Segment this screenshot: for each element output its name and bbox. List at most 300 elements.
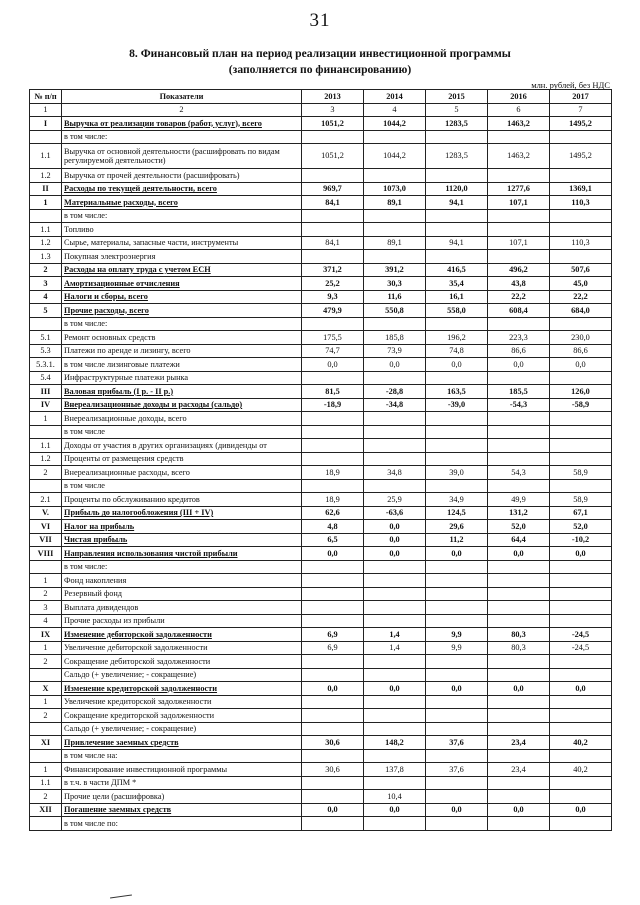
row-label: в том числе по:: [62, 817, 302, 831]
column-number: 7: [550, 103, 612, 117]
row-label: в том числе: [62, 479, 302, 493]
value-cell: [426, 209, 488, 223]
table-row: [30, 763, 612, 777]
row-label: Прибыль до налогообложения (III + IV): [62, 506, 302, 520]
row-number: 1: [30, 412, 62, 426]
row-label: Сальдо (+ увеличение; - сокращение): [62, 668, 302, 682]
value-cell: [302, 722, 364, 736]
value-cell: 0,0: [364, 520, 426, 534]
row-label: Изменение дебиторской задолженности: [62, 628, 302, 642]
value-cell: [488, 425, 550, 439]
value-cell: [426, 601, 488, 615]
value-cell: 185,5: [488, 385, 550, 399]
value-cell: [302, 250, 364, 264]
value-cell: [550, 655, 612, 669]
value-cell: 479,9: [302, 304, 364, 318]
row-number: IV: [30, 398, 62, 412]
value-cell: 496,2: [488, 263, 550, 277]
row-label: Материальные расходы, всего: [62, 196, 302, 210]
value-cell: [426, 250, 488, 264]
row-label: Финансирование инвестиционной программы: [62, 763, 302, 777]
value-cell: 67,1: [550, 506, 612, 520]
row-label: Выручка от основной деятельности (расшифровать по видам регулируемой деятельности): [62, 144, 302, 169]
value-cell: 18,9: [302, 493, 364, 507]
table-row: [30, 236, 612, 250]
column-number: 4: [364, 103, 426, 117]
value-cell: 62,6: [302, 506, 364, 520]
value-cell: [550, 709, 612, 723]
value-cell: [302, 695, 364, 709]
value-cell: 969,7: [302, 182, 364, 196]
value-cell: 110,3: [550, 196, 612, 210]
row-number: 1.2: [30, 452, 62, 466]
row-number: V.: [30, 506, 62, 520]
value-cell: 9,3: [302, 290, 364, 304]
value-cell: [550, 169, 612, 183]
value-cell: 6,9: [302, 628, 364, 642]
table-row: [30, 144, 612, 169]
value-cell: 40,2: [550, 736, 612, 750]
row-label: Выручка от прочей деятельности (расшифровать): [62, 169, 302, 183]
value-cell: [550, 749, 612, 763]
value-cell: [426, 223, 488, 237]
value-cell: 1120,0: [426, 182, 488, 196]
value-cell: [302, 223, 364, 237]
table-row: [30, 817, 612, 831]
table-row: [30, 506, 612, 520]
value-cell: 110,3: [550, 236, 612, 250]
row-number: 5: [30, 304, 62, 318]
title-line-2: (заполняется по финансированию): [228, 63, 412, 76]
value-cell: [364, 655, 426, 669]
table-row: [30, 560, 612, 574]
value-cell: 1044,2: [364, 144, 426, 169]
value-cell: 131,2: [488, 506, 550, 520]
row-label: Резервный фонд: [62, 587, 302, 601]
row-number: IX: [30, 628, 62, 642]
row-number: 1.1: [30, 223, 62, 237]
value-cell: 0,0: [488, 682, 550, 696]
row-label: Сокращение кредиторской задолженности: [62, 709, 302, 723]
value-cell: [550, 317, 612, 331]
value-cell: 29,6: [426, 520, 488, 534]
value-cell: [364, 412, 426, 426]
value-cell: [302, 587, 364, 601]
value-cell: [302, 479, 364, 493]
value-cell: 89,1: [364, 196, 426, 210]
value-cell: [426, 371, 488, 385]
value-cell: 23,4: [488, 736, 550, 750]
table-row: [30, 574, 612, 588]
value-cell: -39,0: [426, 398, 488, 412]
value-cell: [550, 371, 612, 385]
value-cell: [488, 412, 550, 426]
table-row: [30, 736, 612, 750]
row-label: Фонд накопления: [62, 574, 302, 588]
table-row: [30, 655, 612, 669]
value-cell: 23,4: [488, 763, 550, 777]
value-cell: [488, 371, 550, 385]
value-cell: [488, 655, 550, 669]
table-row: [30, 722, 612, 736]
value-cell: 230,0: [550, 331, 612, 345]
value-cell: [426, 479, 488, 493]
value-cell: [550, 614, 612, 628]
value-cell: 0,0: [550, 358, 612, 372]
value-cell: [302, 790, 364, 804]
row-number: 3: [30, 601, 62, 615]
value-cell: [488, 749, 550, 763]
row-label: Проценты по обслуживанию кредитов: [62, 493, 302, 507]
value-cell: 43,8: [488, 277, 550, 291]
value-cell: [364, 317, 426, 331]
value-cell: 185,8: [364, 331, 426, 345]
row-label: Ремонт основных средств: [62, 331, 302, 345]
value-cell: [426, 130, 488, 144]
value-cell: 137,8: [364, 763, 426, 777]
value-cell: [302, 412, 364, 426]
document-title: [60, 46, 580, 78]
value-cell: 163,5: [426, 385, 488, 399]
value-cell: [302, 317, 364, 331]
value-cell: 22,2: [550, 290, 612, 304]
row-label: Прочие расходы из прибыли: [62, 614, 302, 628]
row-label: Привлечение заемных средств: [62, 736, 302, 750]
value-cell: 49,9: [488, 493, 550, 507]
value-cell: 74,8: [426, 344, 488, 358]
value-cell: 4,8: [302, 520, 364, 534]
row-label: Увеличение дебиторской задолженности: [62, 641, 302, 655]
value-cell: 0,0: [550, 547, 612, 561]
value-cell: [426, 452, 488, 466]
row-label: Платежи по аренде и лизингу, всего: [62, 344, 302, 358]
table-row: [30, 790, 612, 804]
value-cell: 1369,1: [550, 182, 612, 196]
value-cell: [364, 709, 426, 723]
row-number: 1: [30, 763, 62, 777]
value-cell: [550, 668, 612, 682]
value-cell: 39,0: [426, 466, 488, 480]
value-cell: [302, 560, 364, 574]
table-row: [30, 277, 612, 291]
value-cell: [426, 587, 488, 601]
table-row: [30, 304, 612, 318]
row-label: Внереализационные доходы, всего: [62, 412, 302, 426]
row-number: III: [30, 385, 62, 399]
value-cell: 1044,2: [364, 117, 426, 131]
value-cell: 0,0: [302, 547, 364, 561]
value-cell: 54,3: [488, 466, 550, 480]
row-label: Направления использования чистой прибыли: [62, 547, 302, 561]
value-cell: 1463,2: [488, 117, 550, 131]
row-number: [30, 668, 62, 682]
value-cell: [364, 209, 426, 223]
value-cell: 1,4: [364, 641, 426, 655]
row-number: 2: [30, 655, 62, 669]
value-cell: 0,0: [302, 803, 364, 817]
row-number: 1.2: [30, 236, 62, 250]
value-cell: [550, 130, 612, 144]
row-label: Покупная электроэнергия: [62, 250, 302, 264]
value-cell: 0,0: [488, 358, 550, 372]
value-cell: [302, 130, 364, 144]
value-cell: [550, 452, 612, 466]
value-cell: 0,0: [426, 547, 488, 561]
row-number: 2: [30, 587, 62, 601]
value-cell: [550, 250, 612, 264]
value-cell: [302, 601, 364, 615]
row-number: 2: [30, 466, 62, 480]
row-label: Амортизационные отчисления: [62, 277, 302, 291]
header-number: № п/п: [30, 90, 62, 104]
table-row: [30, 479, 612, 493]
value-cell: 35,4: [426, 277, 488, 291]
row-number: 1.1: [30, 776, 62, 790]
value-cell: 84,1: [302, 236, 364, 250]
row-number: 2: [30, 709, 62, 723]
row-number: [30, 130, 62, 144]
value-cell: [364, 749, 426, 763]
row-label: Прочие расходы, всего: [62, 304, 302, 318]
row-label: Топливо: [62, 223, 302, 237]
value-cell: 126,0: [550, 385, 612, 399]
value-cell: 550,8: [364, 304, 426, 318]
value-cell: [550, 601, 612, 615]
value-cell: 0,0: [426, 358, 488, 372]
table-row: [30, 614, 612, 628]
table-row: [30, 209, 612, 223]
value-cell: [426, 614, 488, 628]
row-number: VII: [30, 533, 62, 547]
value-cell: 0,0: [488, 803, 550, 817]
column-number: 1: [30, 103, 62, 117]
table-row: [30, 130, 612, 144]
value-cell: [302, 574, 364, 588]
value-cell: [488, 223, 550, 237]
value-cell: [488, 722, 550, 736]
table-row: [30, 749, 612, 763]
value-cell: -63,6: [364, 506, 426, 520]
table-row: [30, 641, 612, 655]
row-label: Валовая прибыль (I р. - II р.): [62, 385, 302, 399]
value-cell: [550, 722, 612, 736]
value-cell: [364, 668, 426, 682]
value-cell: [488, 250, 550, 264]
value-cell: 52,0: [550, 520, 612, 534]
value-cell: [488, 668, 550, 682]
value-cell: 10,4: [364, 790, 426, 804]
value-cell: 94,1: [426, 236, 488, 250]
column-number: 5: [426, 103, 488, 117]
value-cell: 223,3: [488, 331, 550, 345]
financial-plan-table: [29, 89, 612, 831]
row-label: в том числе:: [62, 130, 302, 144]
row-label: Внереализационные расходы, всего: [62, 466, 302, 480]
value-cell: -10,2: [550, 533, 612, 547]
value-cell: 89,1: [364, 236, 426, 250]
value-cell: [426, 695, 488, 709]
value-cell: 196,2: [426, 331, 488, 345]
value-cell: [426, 317, 488, 331]
value-cell: [302, 439, 364, 453]
value-cell: 0,0: [550, 803, 612, 817]
value-cell: 1073,0: [364, 182, 426, 196]
row-label: Налоги и сборы, всего: [62, 290, 302, 304]
value-cell: 0,0: [488, 547, 550, 561]
row-number: 1.1: [30, 439, 62, 453]
value-cell: 58,9: [550, 493, 612, 507]
value-cell: [488, 209, 550, 223]
value-cell: 507,6: [550, 263, 612, 277]
value-cell: [488, 574, 550, 588]
row-label: Налог на прибыль: [62, 520, 302, 534]
row-label: в т.ч. в части ДПМ *: [62, 776, 302, 790]
table-row: [30, 425, 612, 439]
value-cell: [364, 169, 426, 183]
value-cell: [364, 439, 426, 453]
value-cell: [364, 587, 426, 601]
value-cell: 0,0: [364, 803, 426, 817]
value-cell: 0,0: [364, 547, 426, 561]
header-year: 2014: [364, 90, 426, 104]
column-numbers-row: [30, 103, 612, 117]
table-row: [30, 344, 612, 358]
row-number: II: [30, 182, 62, 196]
value-cell: [302, 749, 364, 763]
value-cell: [302, 425, 364, 439]
value-cell: 608,4: [488, 304, 550, 318]
value-cell: -18,9: [302, 398, 364, 412]
row-number: VI: [30, 520, 62, 534]
row-number: 5.3: [30, 344, 62, 358]
table-row: [30, 412, 612, 426]
row-number: 2: [30, 263, 62, 277]
row-number: VIII: [30, 547, 62, 561]
value-cell: [302, 817, 364, 831]
row-number: 1.2: [30, 169, 62, 183]
value-cell: [364, 614, 426, 628]
value-cell: 1,4: [364, 628, 426, 642]
row-label: Внереализационные доходы и расходы (сальдо): [62, 398, 302, 412]
header-year: 2017: [550, 90, 612, 104]
header-year: 2015: [426, 90, 488, 104]
row-label: Инфраструктурные платежи рынка: [62, 371, 302, 385]
value-cell: 84,1: [302, 196, 364, 210]
value-cell: [302, 371, 364, 385]
value-cell: 73,9: [364, 344, 426, 358]
value-cell: [426, 655, 488, 669]
value-cell: [426, 560, 488, 574]
header-year: 2013: [302, 90, 364, 104]
row-label: Увеличение кредиторской задолженности: [62, 695, 302, 709]
row-number: 5.1: [30, 331, 62, 345]
value-cell: [364, 371, 426, 385]
value-cell: 1283,5: [426, 117, 488, 131]
value-cell: -24,5: [550, 628, 612, 642]
value-cell: 25,2: [302, 277, 364, 291]
row-label: в том числе: [62, 425, 302, 439]
row-label: в том числе:: [62, 560, 302, 574]
value-cell: -24,5: [550, 641, 612, 655]
value-cell: [488, 560, 550, 574]
value-cell: 0,0: [364, 358, 426, 372]
value-cell: [550, 776, 612, 790]
value-cell: [364, 223, 426, 237]
row-label: Сырье, материалы, запасные части, инструменты: [62, 236, 302, 250]
row-label: Расходы на оплату труда с учетом ЕСН: [62, 263, 302, 277]
table-row: [30, 385, 612, 399]
value-cell: [550, 209, 612, 223]
value-cell: [488, 587, 550, 601]
row-number: [30, 209, 62, 223]
value-cell: 94,1: [426, 196, 488, 210]
value-cell: 80,3: [488, 641, 550, 655]
row-number: [30, 749, 62, 763]
value-cell: -54,3: [488, 398, 550, 412]
value-cell: [488, 709, 550, 723]
value-cell: [426, 709, 488, 723]
value-cell: 16,1: [426, 290, 488, 304]
row-label: Доходы от участия в других организациях (дивиденды от: [62, 439, 302, 453]
value-cell: 1051,2: [302, 144, 364, 169]
row-label: в том числе лизинговые платежи: [62, 358, 302, 372]
value-cell: [488, 776, 550, 790]
value-cell: [364, 722, 426, 736]
value-cell: 1495,2: [550, 144, 612, 169]
column-number: 2: [62, 103, 302, 117]
row-number: 2: [30, 790, 62, 804]
value-cell: [550, 817, 612, 831]
table-row: [30, 533, 612, 547]
value-cell: 34,8: [364, 466, 426, 480]
value-cell: 25,9: [364, 493, 426, 507]
value-cell: 1051,2: [302, 117, 364, 131]
value-cell: 64,4: [488, 533, 550, 547]
row-label: Расходы по текущей деятельности, всего: [62, 182, 302, 196]
value-cell: -34,8: [364, 398, 426, 412]
value-cell: [426, 668, 488, 682]
table-row: [30, 371, 612, 385]
value-cell: [364, 695, 426, 709]
row-label: Чистая прибыль: [62, 533, 302, 547]
value-cell: [550, 439, 612, 453]
value-cell: [426, 749, 488, 763]
value-cell: 58,9: [550, 466, 612, 480]
row-number: 4: [30, 614, 62, 628]
value-cell: [550, 223, 612, 237]
row-label: Выручка от реализации товаров (работ, услуг), всего: [62, 117, 302, 131]
value-cell: [550, 425, 612, 439]
table-row: [30, 493, 612, 507]
table-row: [30, 547, 612, 561]
table-row: [30, 452, 612, 466]
table-row: [30, 182, 612, 196]
value-cell: 9,9: [426, 641, 488, 655]
value-cell: [364, 601, 426, 615]
table-row: [30, 250, 612, 264]
row-number: 1: [30, 641, 62, 655]
value-cell: [364, 560, 426, 574]
value-cell: [364, 250, 426, 264]
column-number: 3: [302, 103, 364, 117]
value-cell: [302, 709, 364, 723]
table-row: [30, 709, 612, 723]
value-cell: 30,3: [364, 277, 426, 291]
row-label: Прочие цели (расшифровка): [62, 790, 302, 804]
table-row: [30, 290, 612, 304]
table-row: [30, 317, 612, 331]
row-number: 5.4: [30, 371, 62, 385]
